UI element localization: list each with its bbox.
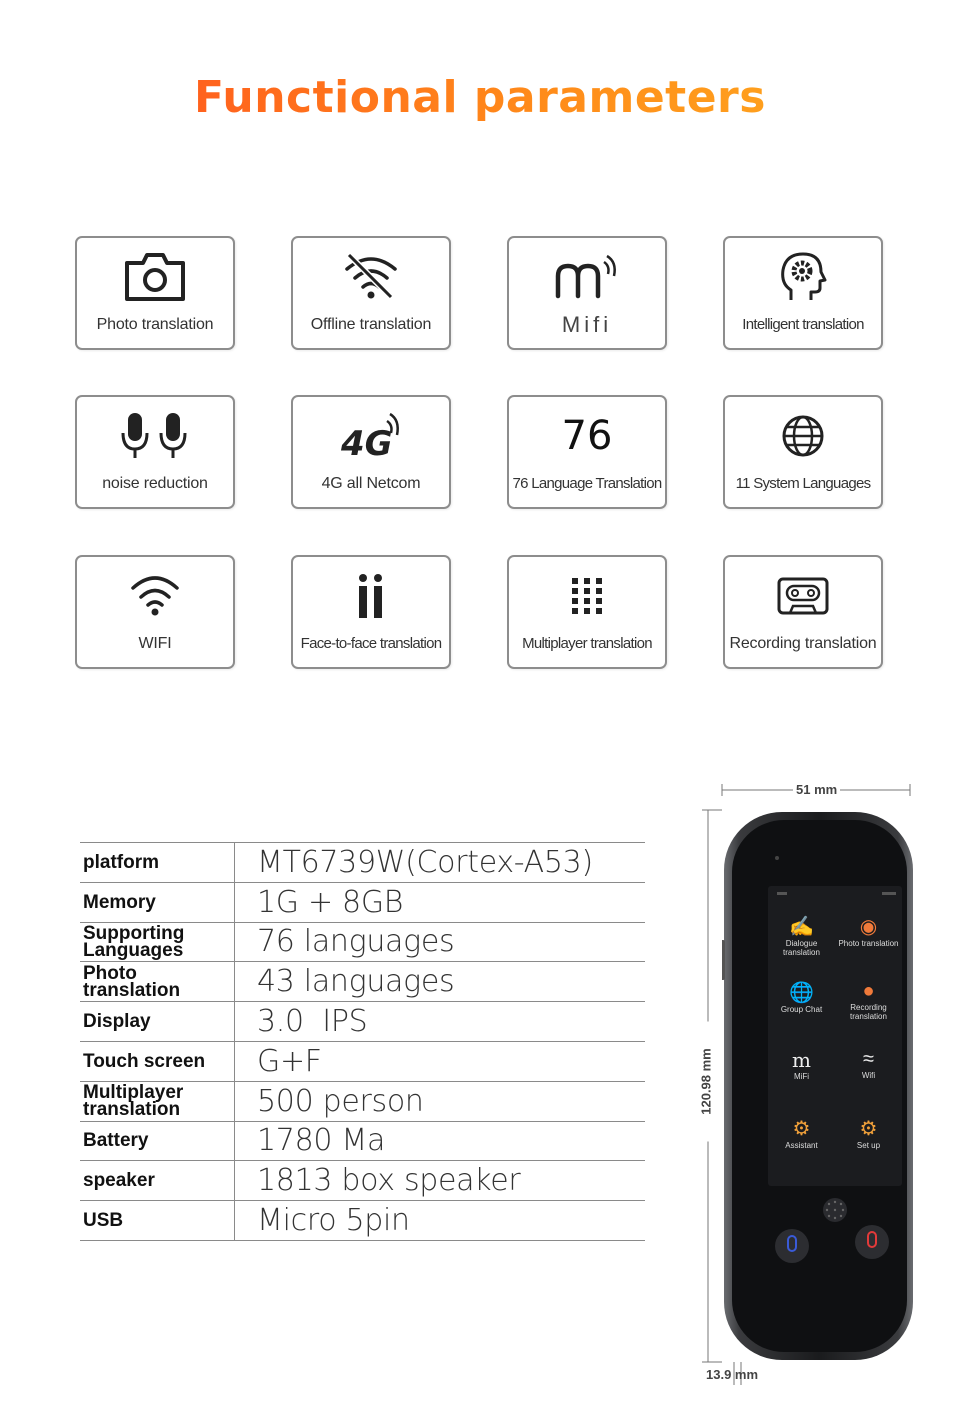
app-label: Assistant <box>785 1141 818 1150</box>
feature-label: WIFI <box>138 635 172 652</box>
group-chat-icon: 🌐 <box>789 982 814 1004</box>
assistant-icon: ⚙ <box>792 1118 811 1140</box>
spec-key: Photo translation <box>80 962 235 1002</box>
app-wifi[interactable] <box>835 1040 902 1110</box>
feature-card-face-to-face <box>291 555 451 669</box>
feature-card-76-languages <box>507 395 667 509</box>
feature-card-multiplayer <box>507 555 667 669</box>
spec-value: MT6739W(Cortex-A53) <box>235 843 646 883</box>
feature-label: Multiplayer translation <box>522 635 652 652</box>
spec-row <box>80 1081 645 1121</box>
spec-key: speaker <box>80 1161 235 1201</box>
app-mifi[interactable] <box>768 1040 835 1110</box>
globe-icon <box>725 407 881 465</box>
svg-text:4G: 4G <box>341 424 393 461</box>
feature-label: noise reduction <box>102 475 208 492</box>
4g-icon <box>293 407 449 465</box>
app-photo[interactable] <box>835 900 902 970</box>
spec-key: Display <box>80 1002 235 1042</box>
brain-gear-icon <box>725 248 881 306</box>
spec-value: 76 languages <box>235 922 646 962</box>
feature-card-mifi <box>507 236 667 350</box>
feature-card-wifi <box>75 555 235 669</box>
spec-row <box>80 962 645 1002</box>
mifi-icon: m <box>792 1048 811 1072</box>
camera-icon <box>77 248 233 306</box>
photo-icon: ◉ <box>859 916 878 938</box>
spec-key: platform <box>80 843 235 883</box>
app-label: Dialogue translation <box>783 939 820 957</box>
spec-value: 1G + 8GB <box>235 882 646 922</box>
width-dimension: 51 mm <box>793 782 840 797</box>
feature-label: 11 System Languages <box>735 475 871 492</box>
spec-key: Supporting Languages <box>80 922 235 962</box>
app-label: Recording translation <box>850 1003 887 1021</box>
app-assistant[interactable] <box>768 1110 835 1180</box>
wifi-icon <box>77 567 233 625</box>
spec-key: Battery <box>80 1121 235 1161</box>
wifi-icon: ≈ <box>863 1048 874 1070</box>
feature-label: 4G all Netcom <box>321 475 421 492</box>
feature-card-offline-translation <box>291 236 451 350</box>
spec-row <box>80 1201 645 1241</box>
spec-row <box>80 1002 645 1042</box>
spec-row <box>80 882 645 922</box>
setup-icon: ⚙ <box>859 1118 878 1140</box>
spec-row <box>80 1121 645 1161</box>
spec-value: 3.0 IPS <box>235 1002 646 1042</box>
mifi-icon <box>509 248 665 306</box>
feature-label: Photo translation <box>96 316 214 333</box>
feature-card-recording <box>723 555 883 669</box>
spec-value: 1780 Ma <box>235 1121 646 1161</box>
spec-value: G+F <box>235 1041 646 1081</box>
number-76 <box>509 407 665 465</box>
app-label: Set up <box>856 1141 881 1150</box>
feature-label: Mifi <box>561 312 613 337</box>
feature-card-noise-reduction <box>75 395 235 509</box>
dialogue-icon: ✍ <box>789 916 814 938</box>
cassette-icon <box>725 567 881 625</box>
face-to-face-icon <box>293 567 449 625</box>
device-app-grid <box>768 900 902 1180</box>
app-dialogue[interactable] <box>768 900 835 970</box>
feature-label: Intelligent translation <box>742 316 864 333</box>
spec-value: 43 languages <box>235 962 646 1002</box>
app-label: Group Chat <box>780 1005 823 1014</box>
height-dimension: 120.98 mm <box>699 1022 714 1142</box>
spec-row <box>80 843 645 883</box>
translator-device <box>722 810 915 1362</box>
spec-key: Memory <box>80 882 235 922</box>
dual-microphone-icon <box>77 407 233 465</box>
app-recording[interactable] <box>835 970 902 1040</box>
feature-label: Face-to-face translation <box>300 635 442 652</box>
app-label: Wifi <box>861 1071 876 1080</box>
feature-label: Recording translation <box>729 635 877 652</box>
app-label: Photo translation <box>838 939 899 948</box>
feature-label: 76 Language Translation <box>512 475 662 492</box>
spec-value: 500 person <box>235 1081 646 1121</box>
feature-card-system-languages <box>723 395 883 509</box>
spec-value: Micro 5pin <box>235 1201 646 1241</box>
feature-card-photo-translation <box>75 236 235 350</box>
feature-card-4g <box>291 395 451 509</box>
page-title: Functional parameters <box>0 72 960 123</box>
app-group-chat[interactable] <box>768 970 835 1040</box>
spec-key: Multiplayer translation <box>80 1081 235 1121</box>
feature-card-intelligent-translation <box>723 236 883 350</box>
spec-key: USB <box>80 1201 235 1241</box>
spec-key: Touch screen <box>80 1041 235 1081</box>
spec-row <box>80 1041 645 1081</box>
app-label: MiFi <box>793 1072 810 1081</box>
offline-wifi-icon <box>293 248 449 306</box>
grid-dots-icon <box>509 567 665 625</box>
spec-value: 1813 box speaker <box>235 1161 646 1201</box>
recording-icon: ● <box>862 980 875 1002</box>
feature-label: Offline translation <box>310 316 432 333</box>
spec-row <box>80 1161 645 1201</box>
big-number: 76 <box>561 413 613 459</box>
spec-row <box>80 922 645 962</box>
app-setup[interactable] <box>835 1110 902 1180</box>
spec-table <box>80 842 645 1241</box>
depth-dimension: 13.9 mm <box>706 1367 759 1382</box>
